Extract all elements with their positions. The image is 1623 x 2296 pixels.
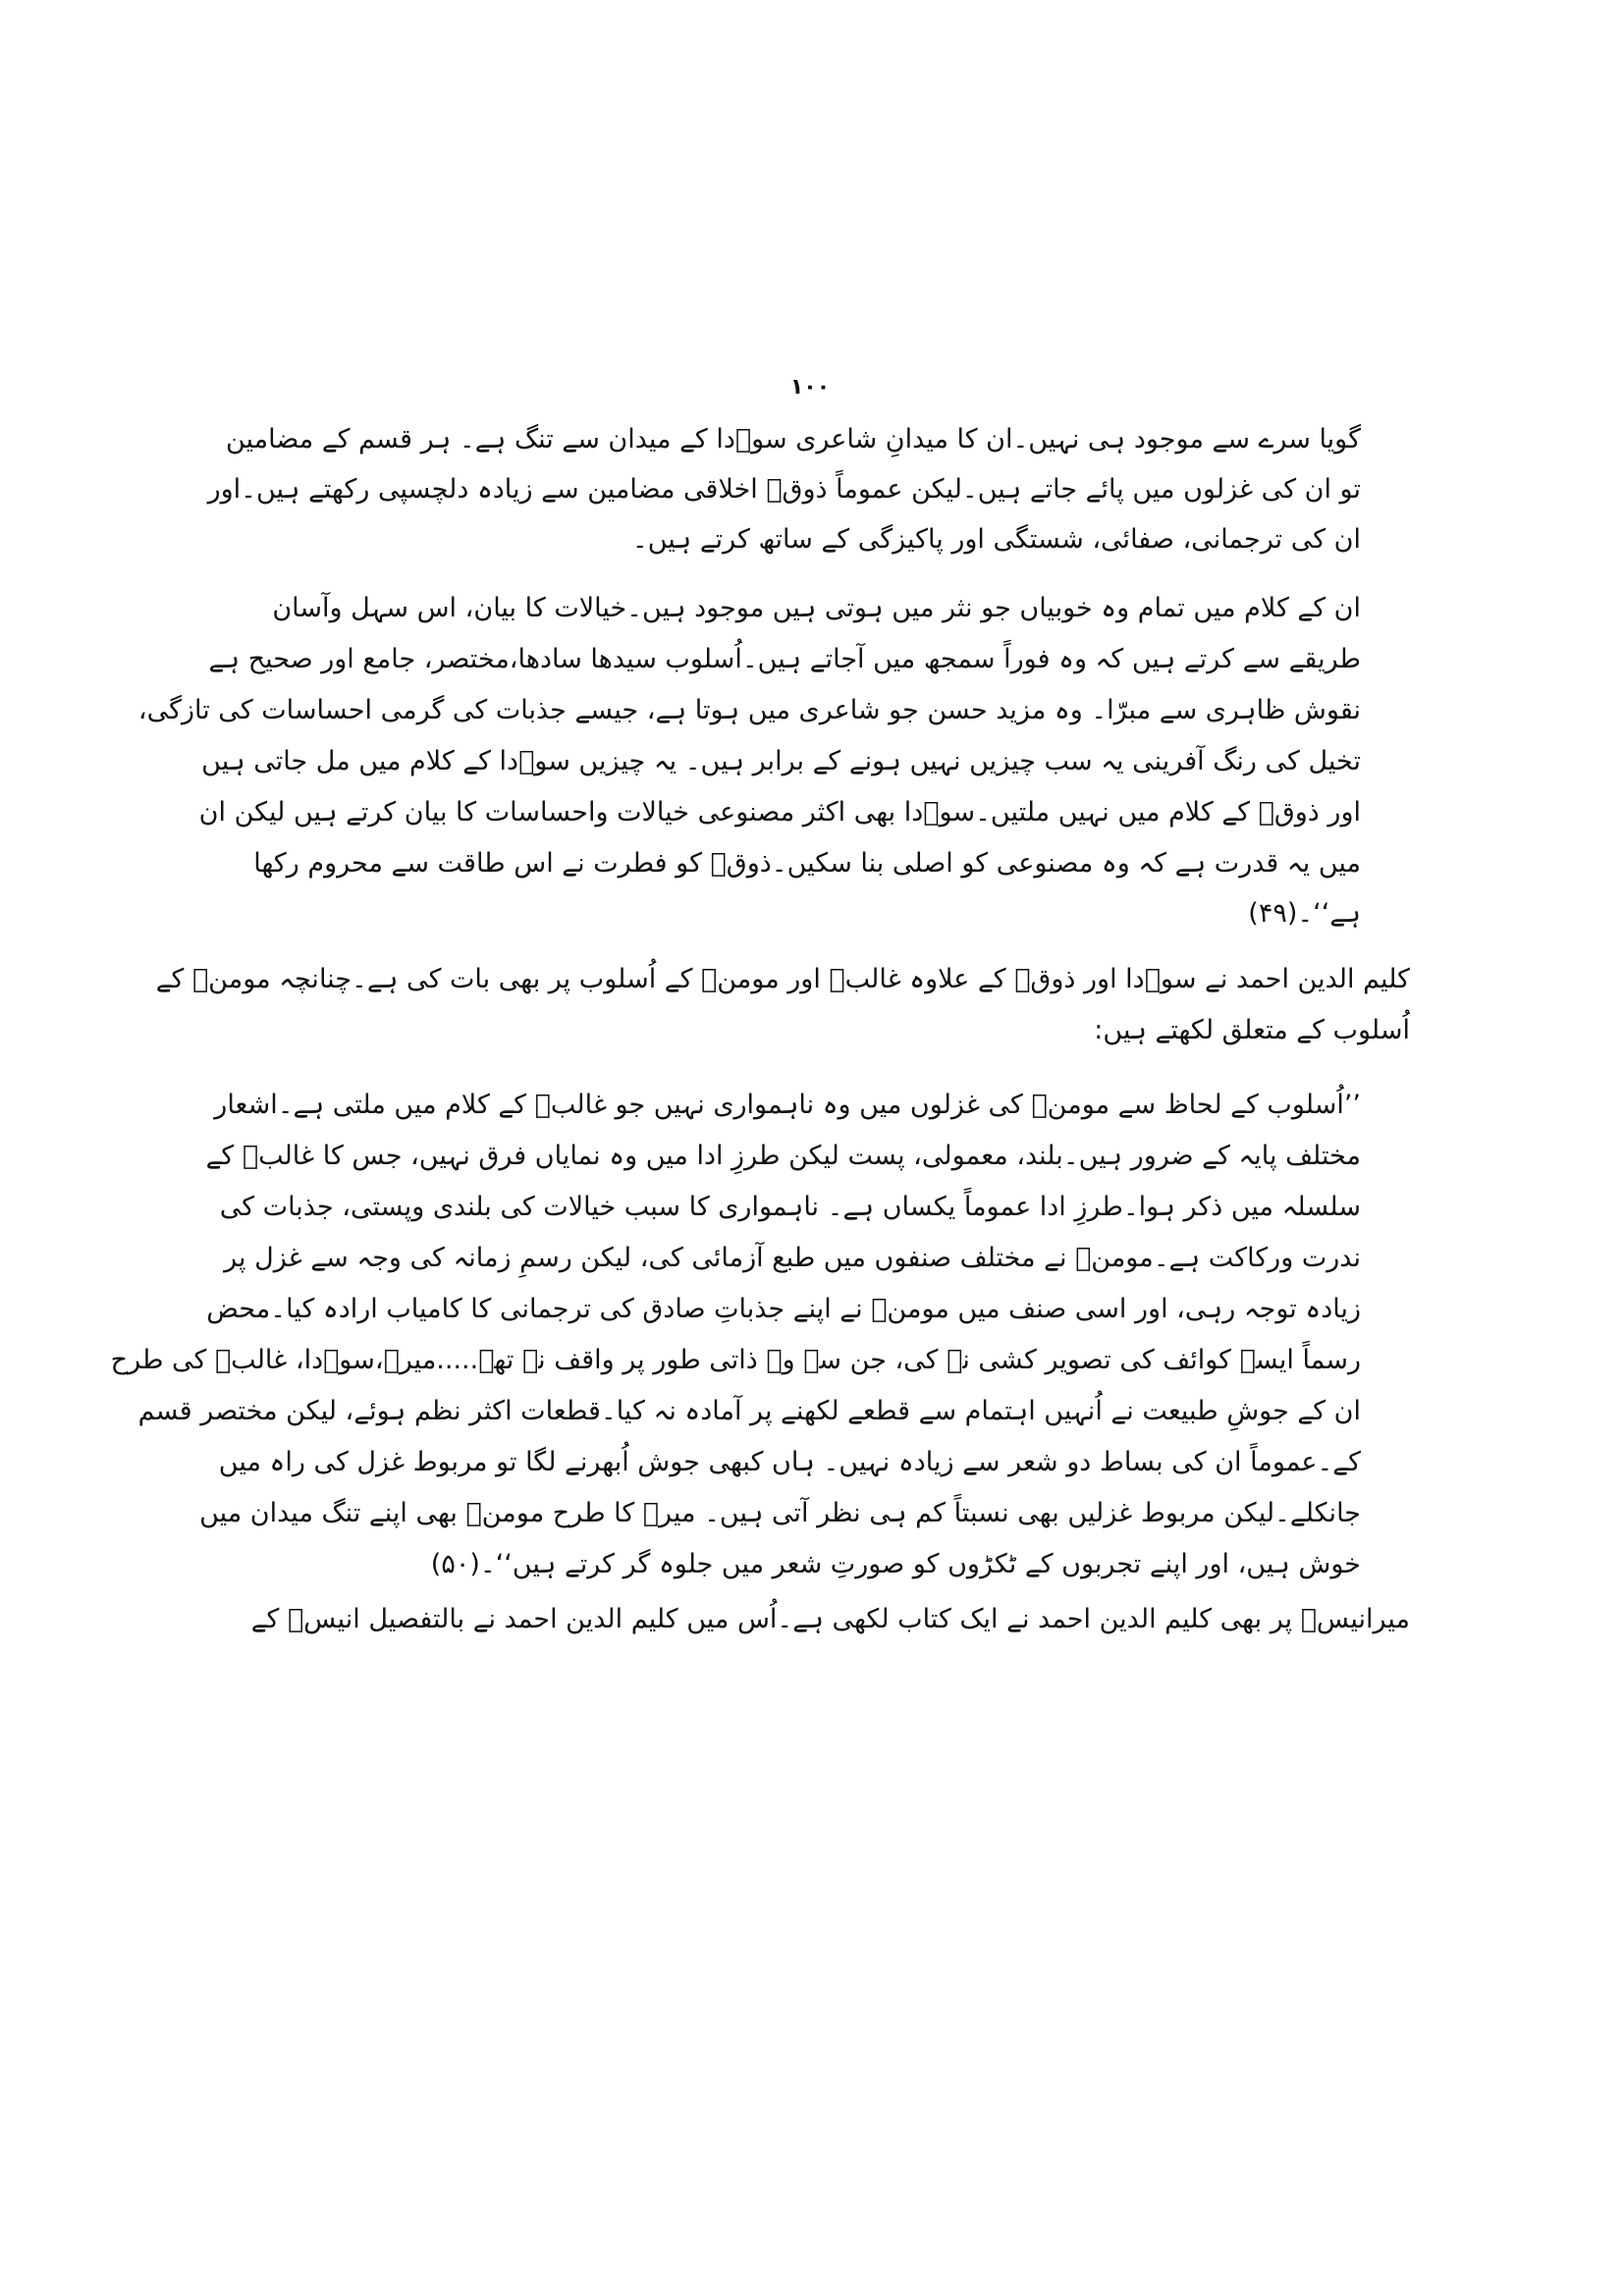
- text-line: ندرت ورکاکت ہے۔مومنؔ نے مختلف صنفوں میں طبع آزمائی کی، لیکن رسمِ زمانہ کی وجہ سے غزل پر: [224, 1243, 1361, 1273]
- text-line: مختلف پایہ کے ضرور ہیں۔بلند، معمولی، پست لیکن طرزِ ادا میں وہ نمایاں فرق نہیں، جس کا غالبؔ کے: [205, 1141, 1361, 1171]
- text-line: گویا سرے سے موجود ہی نہیں۔ان کا میدانِ شاعری سوؔدا کے میدان سے تنگ ہے۔ ہر قسم کے مضامین: [225, 424, 1361, 454]
- text-line: میں یہ قدرت ہے کہ وہ مصنوعی کو اصلی بنا سکیں۔ذوقؔ کو فطرت نے اس طاقت سے محروم رکھا: [253, 848, 1361, 879]
- text-line: ہے‘‘۔(۴۹): [1248, 898, 1361, 929]
- text-line: کے۔عموماً ان کی بساط دو شعر سے زیادہ نہیں۔ ہاں کبھی جوش اُبھرنے لگا تو مربوط غزل کی راہ میں: [218, 1447, 1361, 1477]
- text-line: سلسلہ میں ذکر ہوا۔طرزِ ادا عموماً یکساں ہے۔ ناہمواری کا سبب خیالات کی بلندی وپستی، جذبات کی: [219, 1192, 1361, 1222]
- text-line: طریقے سے کرتے ہیں کہ وہ فوراً سمجھ میں آجاتے ہیں۔اُسلوب سیدھا سادھا،مختصر، جامع اور صحیح ہے: [208, 644, 1361, 674]
- text-line: رسماً ایسے کوائف کی تصویر کشی نہ کی، جن سے وہ ذاتی طور پر واقف نہ تھے.....میرؔ،سوؔدا، غالبؔ کی طرح: [110, 1345, 1361, 1375]
- text-line: خوش ہیں، اور اپنے تجربوں کے ٹکڑوں کو صورتِ شعر میں جلوہ گر کرتے ہیں‘‘۔(۵۰): [430, 1549, 1361, 1579]
- page-number: ۱۰۰: [789, 375, 831, 400]
- text-line: زیادہ توجہ رہی، اور اسی صنف میں مومنؔ نے اپنے جذباتِ صادق کی ترجمانی کا کامیاب ارادہ کیا۔محض: [206, 1294, 1361, 1324]
- text-line: ان کی ترجمانی، صفائی، شستگی اور پاکیزگی کے ساتھ کرتے ہیں۔: [631, 524, 1361, 555]
- text-line: نقوش ظاہری سے مبرّا۔ وہ مزید حسن جو شاعری میں ہوتا ہے، جیسے جذبات کی گرمی احساسات کی تازگی،: [137, 695, 1361, 725]
- text-line: کلیم الدین احمد نے سوؔدا اور ذوقؔ کے علاوہ غالبؔ اور مومنؔ کے اُسلوب پر بھی بات کی ہے۔چنانچہ مومنؔ کے: [155, 964, 1410, 994]
- text-line: جانکلے۔لیکن مربوط غزلیں بھی نسبتاً کم ہی نظر آتی ہیں۔ میرؔ کا طرح مومنؔ بھی اپنے تنگ میدان میں: [199, 1498, 1361, 1528]
- text-line: ’’اُسلوب کے لحاظ سے مومنؔ کی غزلوں میں وہ ناہمواری نہیں جو غالبؔ کے کلام میں ملتی ہے۔اشعار: [214, 1090, 1361, 1120]
- text-line: میرانیسؔ پر بھی کلیم الدین احمد نے ایک کتاب لکھی ہے۔اُس میں کلیم الدین احمد نے بالتفصیل انیسؔ کے: [250, 1604, 1410, 1634]
- text-line: تخیل کی رنگ آفرینی یہ سب چیزیں نہیں ہونے کے برابر ہیں۔ یہ چیزیں سوؔدا کے کلام میں مل جاتی ہیں: [201, 746, 1361, 776]
- text-line: تو ان کی غزلوں میں پائے جاتے ہیں۔لیکن عموماً ذوقؔ اخلاقی مضامین سے زیادہ دلچسپی رکھتے ہیں۔اور: [207, 474, 1361, 505]
- text-line: ان کے جوشِ طبیعت نے اُنہیں اہتمام سے قطعے لکھنے پر آمادہ نہ کیا۔قطعات اکثر نظم ہوئے، لیکن مختصر قسم: [137, 1396, 1361, 1426]
- text-line: ان کے کلام میں تمام وہ خوبیاں جو نثر میں ہوتی ہیں موجود ہیں۔خیالات کا بیان، اس سہل وآسان: [272, 593, 1361, 623]
- text-line: اور ذوقؔ کے کلام میں نہیں ملتیں۔سوؔدا بھی اکثر مصنوعی خیالات واحساسات کا بیان کرتے ہیں لیکن ان: [198, 797, 1361, 828]
- text-line: اُسلوب کے متعلق لکھتے ہیں:: [1094, 1015, 1410, 1045]
